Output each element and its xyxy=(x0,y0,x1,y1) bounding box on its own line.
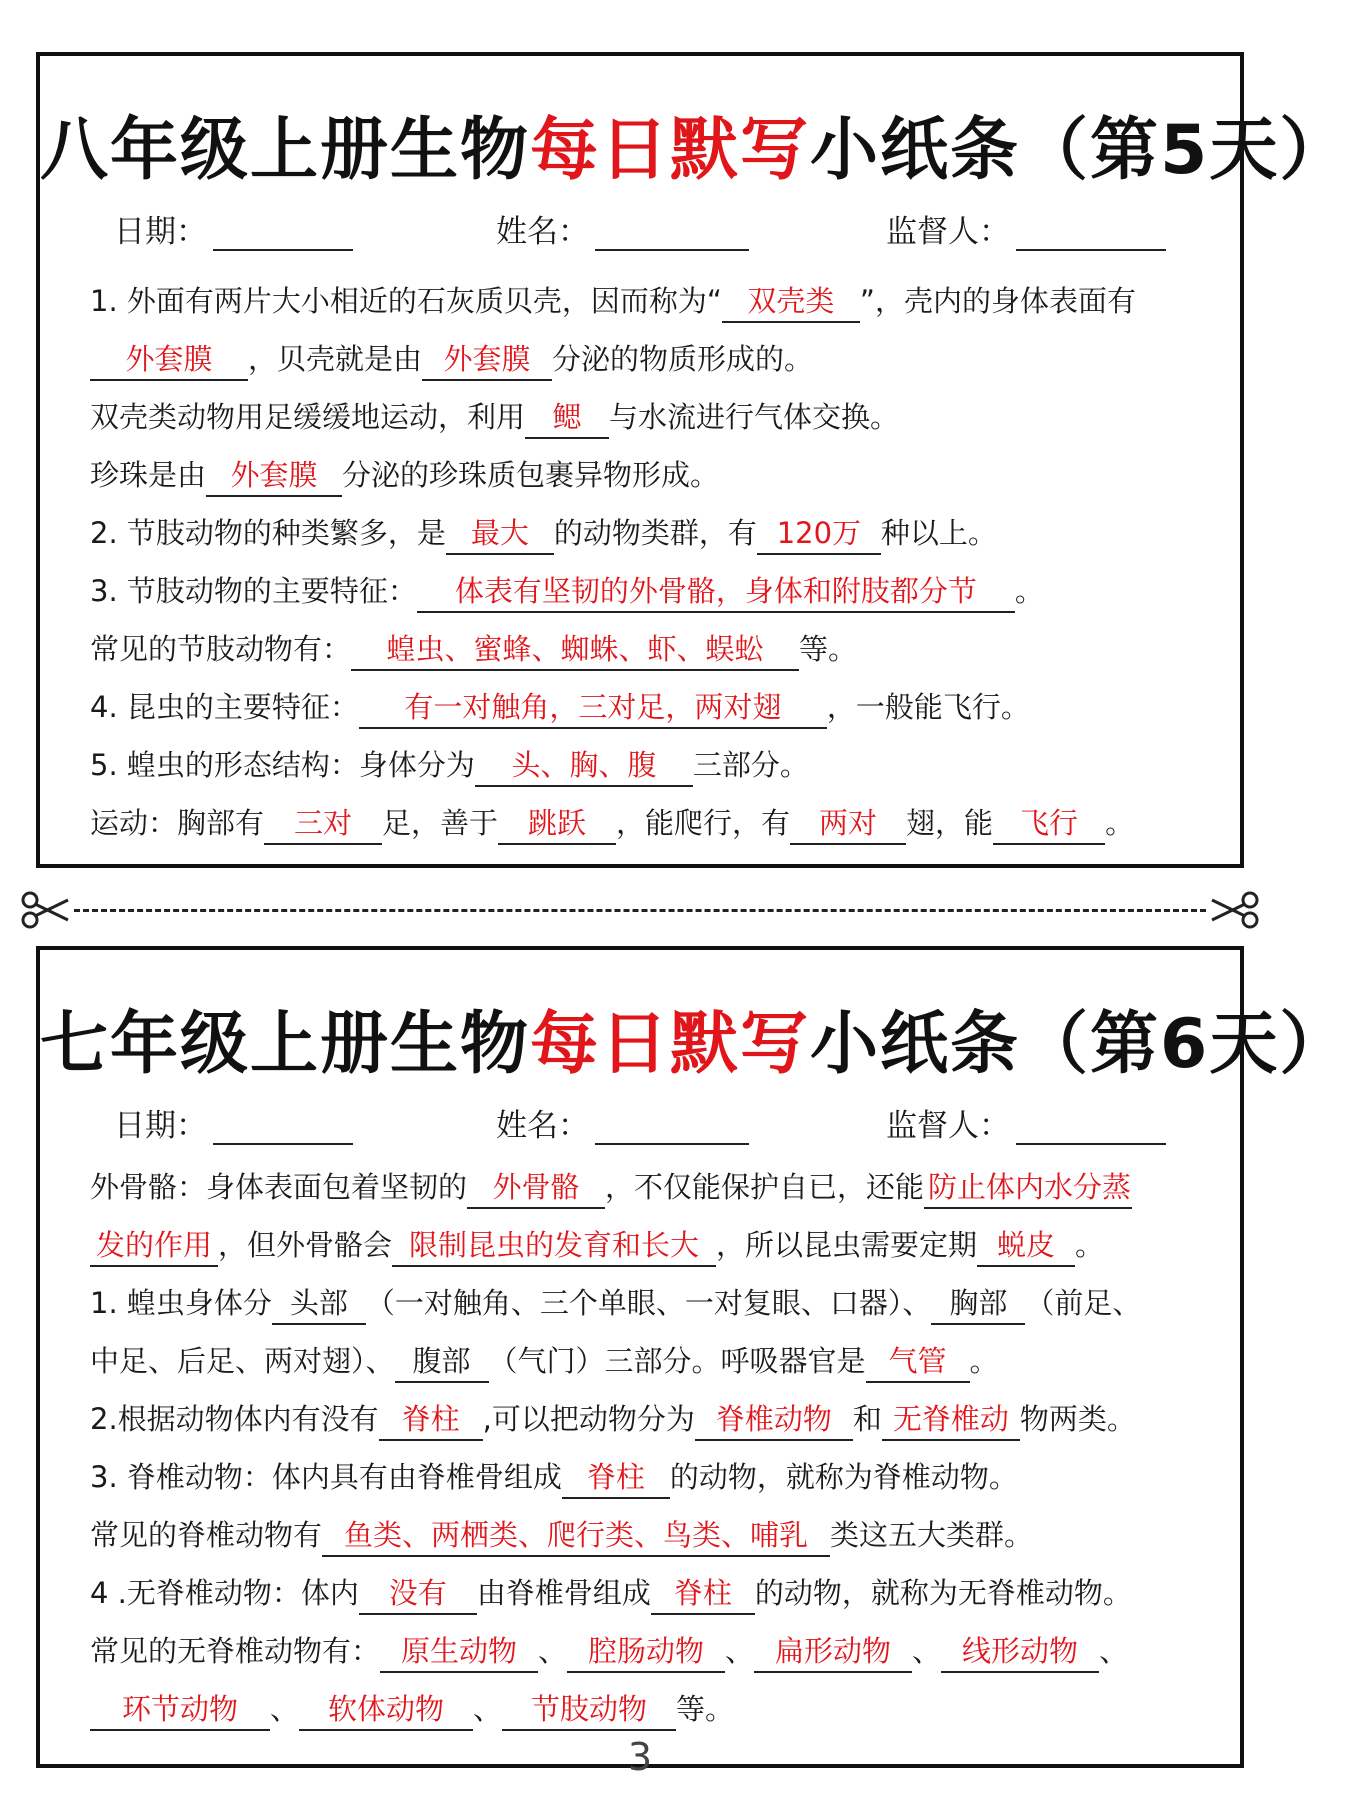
answer-blank[interactable]: 外骨骼 xyxy=(467,1167,605,1209)
question-line: 1. 外面有两片大小相近的石灰质贝壳，因而称为“ 双壳类 ”，壳内的身体表面有 xyxy=(90,272,1210,330)
answer-blank[interactable]: 两对 xyxy=(790,803,906,845)
answer-blank[interactable]: 环节动物 xyxy=(90,1689,270,1731)
question-line: 常见的无脊椎动物有： 原生动物 、 腔肠动物 、 扁形动物 、 线形动物 、 xyxy=(90,1622,1210,1680)
question-line: 3. 脊椎动物：体内具有由脊椎骨组成 脊柱 的动物，就称为脊椎动物。 xyxy=(90,1448,1210,1506)
page-number: 3 xyxy=(627,1735,653,1779)
answer-blank[interactable]: 原生动物 xyxy=(380,1631,538,1673)
name-field[interactable]: 姓名： xyxy=(496,206,749,251)
answer-blank[interactable]: 蜕皮 xyxy=(977,1225,1075,1267)
answer-blank[interactable]: 三对 xyxy=(264,803,382,845)
answer-blank[interactable]: 飞行 xyxy=(993,803,1105,845)
answer-blank[interactable]: 脊柱 xyxy=(651,1573,755,1615)
title-part: 小纸条（第5天） xyxy=(810,111,1349,190)
question-line: 发的作用 ，但外骨骼会 限制昆虫的发育和长大 ，所以昆虫需要定期 蜕皮 。 xyxy=(90,1216,1210,1274)
answer-blank[interactable]: 无脊椎动 xyxy=(882,1399,1020,1441)
answer-blank[interactable]: 120万 xyxy=(757,513,881,555)
answer-blank[interactable]: 软体动物 xyxy=(299,1689,473,1731)
scissors-icon xyxy=(1210,890,1260,930)
question-line: 1. 蝗虫身体分 头部 （一对触角、三个单眼、一对复眼、口器）、 胸部 （前足、 xyxy=(90,1274,1210,1332)
answer-blank[interactable]: 跳跃 xyxy=(498,803,616,845)
header-fields xyxy=(40,1100,1240,1150)
title-part: 小纸条（第6天） xyxy=(810,1005,1349,1084)
question-body xyxy=(90,1158,1210,1738)
question-line: 中足、后足、两对翅）、 腹部 （气门）三部分。呼吸器官是 气管 。 xyxy=(90,1332,1210,1390)
question-line: 外骨骼：身体表面包着坚韧的 外骨骼 ，不仅能保护自已，还能 防止体内水分蒸 xyxy=(90,1158,1210,1216)
question-line: 环节动物 、 软体动物 、 节肢动物 等。 xyxy=(90,1680,1210,1738)
question-line: 2.根据动物体内有没有 脊柱 ,可以把动物分为 脊椎动物 和 无脊椎动 物两类。 xyxy=(90,1390,1210,1448)
question-line: 2. 节肢动物的种类繁多，是 最大 的动物类群，有 120万 种以上。 xyxy=(90,504,1210,562)
answer-blank[interactable]: 头部 xyxy=(272,1283,366,1325)
supervisor-field[interactable]: 监督人： xyxy=(886,1100,1166,1145)
answer-blank[interactable]: 鱼类、两栖类、爬行类、鸟类、哺乳 xyxy=(322,1515,830,1557)
answer-blank[interactable]: 最大 xyxy=(446,513,554,555)
question-body xyxy=(90,272,1210,852)
answer-blank[interactable]: 头、胸、腹 xyxy=(475,745,693,787)
question-line: 珍珠是由 外套膜 分泌的珍珠质包裹异物形成。 xyxy=(90,446,1210,504)
answer-blank[interactable]: 外套膜 xyxy=(206,455,342,497)
question-line: 4. 昆虫的主要特征： 有一对触角，三对足，两对翅 ，一般能飞行。 xyxy=(90,678,1210,736)
answer-blank[interactable]: 双壳类 xyxy=(722,281,860,323)
answer-blank[interactable]: 有一对触角，三对足，两对翅 xyxy=(359,687,827,729)
name-field[interactable]: 姓名： xyxy=(496,1100,749,1145)
answer-blank[interactable]: 蝗虫、蜜蜂、蜘蛛、虾、蜈蚣 xyxy=(351,629,799,671)
answer-blank[interactable]: 发的作用 xyxy=(90,1225,218,1267)
question-line: 常见的节肢动物有： 蝗虫、蜜蜂、蜘蛛、虾、蜈蚣 等。 xyxy=(90,620,1210,678)
question-line: 外套膜 ，贝壳就是由 外套膜 分泌的物质形成的。 xyxy=(90,330,1210,388)
question-line: 双壳类动物用足缓缓地运动，利用 鳃 与水流进行气体交换。 xyxy=(90,388,1210,446)
supervisor-field[interactable]: 监督人： xyxy=(886,206,1166,251)
answer-blank[interactable]: 鳃 xyxy=(525,397,609,439)
question-line: 3. 节肢动物的主要特征： 体表有坚韧的外骨骼，身体和附肢都分节 。 xyxy=(90,562,1210,620)
answer-blank[interactable]: 腹部 xyxy=(395,1341,489,1383)
date-field[interactable]: 日期： xyxy=(114,206,353,251)
answer-blank[interactable]: 外套膜 xyxy=(422,339,552,381)
card-title xyxy=(40,96,1349,193)
answer-blank[interactable]: 限制昆虫的发育和长大 xyxy=(392,1225,716,1267)
answer-blank[interactable]: 线形动物 xyxy=(941,1631,1099,1673)
card-title xyxy=(40,990,1349,1087)
answer-blank[interactable]: 没有 xyxy=(359,1573,477,1615)
question-line: 4 .无脊椎动物：体内 没有 由脊椎骨组成 脊柱 的动物，就称为无脊椎动物。 xyxy=(90,1564,1210,1622)
title-part: 七年级上册生物 xyxy=(40,1005,531,1084)
answer-blank[interactable]: 体表有坚韧的外骨骼，身体和附肢都分节 xyxy=(417,571,1015,613)
header-fields xyxy=(40,206,1240,256)
answer-blank[interactable]: 外套膜 xyxy=(90,339,248,381)
worksheet-card-day5 xyxy=(36,52,1349,868)
question-line: 5. 蝗虫的形态结构：身体分为 头、胸、腹 三部分。 xyxy=(90,736,1210,794)
answer-blank[interactable]: 扁形动物 xyxy=(754,1631,912,1673)
answer-blank[interactable]: 胸部 xyxy=(931,1283,1025,1325)
question-line: 常见的脊椎动物有 鱼类、两栖类、爬行类、鸟类、哺乳 类这五大类群。 xyxy=(90,1506,1210,1564)
answer-blank[interactable]: 脊柱 xyxy=(379,1399,483,1441)
answer-blank[interactable]: 节肢动物 xyxy=(502,1689,676,1731)
title-highlight: 每日默写 xyxy=(530,1005,811,1084)
answer-blank[interactable]: 气管 xyxy=(866,1341,970,1383)
date-field[interactable]: 日期： xyxy=(114,1100,353,1145)
dashed-divider xyxy=(74,909,1206,912)
answer-blank[interactable]: 腔肠动物 xyxy=(567,1631,725,1673)
worksheet-card-day6 xyxy=(36,946,1349,1768)
answer-blank[interactable]: 脊椎动物 xyxy=(695,1399,853,1441)
question-line: 运动：胸部有 三对 足，善于 跳跃 ，能爬行，有 两对 翅，能 飞行 。 xyxy=(90,794,1210,852)
scissors-icon xyxy=(20,890,70,930)
answer-blank[interactable]: 防止体内水分蒸 xyxy=(924,1167,1132,1209)
title-part: 八年级上册生物 xyxy=(40,111,531,190)
answer-blank[interactable]: 脊柱 xyxy=(562,1457,670,1499)
cut-line xyxy=(20,890,1260,930)
title-highlight: 每日默写 xyxy=(530,111,811,190)
